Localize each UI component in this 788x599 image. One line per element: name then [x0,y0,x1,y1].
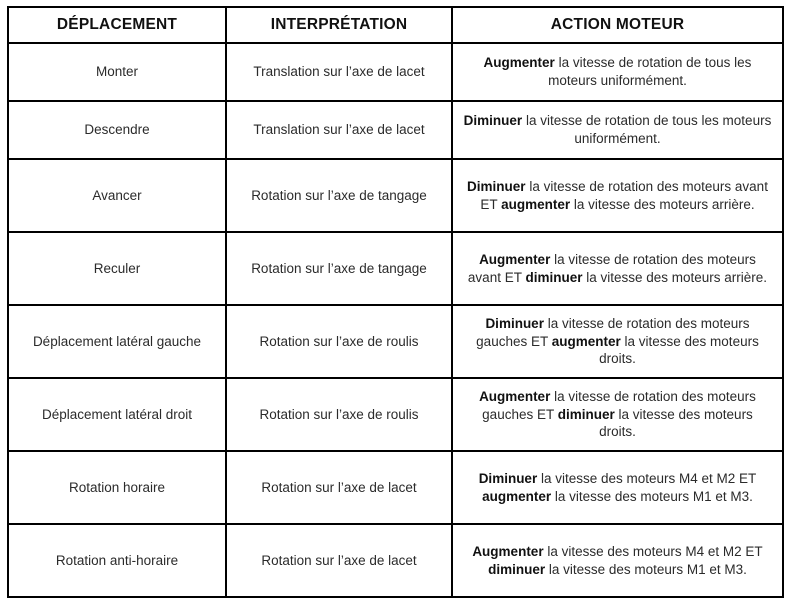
header-row [8,7,783,43]
motor-action-table [7,6,784,598]
action-cell: Diminuer la vitesse de rotation de tous les moteurs uniformément. [452,101,783,159]
table-row [8,305,783,378]
interpretation-cell: Rotation sur l’axe de tangage [226,232,452,305]
table-header [8,7,783,43]
column-header-deplacement: DÉPLACEMENT [8,7,226,43]
table-row [8,159,783,232]
deplacement-cell: Déplacement latéral gauche [8,305,226,378]
interpretation-cell: Rotation sur l’axe de tangage [226,159,452,232]
deplacement-cell: Reculer [8,232,226,305]
action-cell: Diminuer la vitesse de rotation des moteurs avant ET augmenter la vitesse des moteurs arrière. [452,159,783,232]
column-header-interpretation: INTERPRÉTATION [226,7,452,43]
deplacement-cell: Rotation anti-horaire [8,524,226,597]
interpretation-cell: Translation sur l’axe de lacet [226,101,452,159]
deplacement-cell: Monter [8,43,226,101]
table-row [8,451,783,524]
table-body [8,43,783,597]
interpretation-cell: Rotation sur l’axe de roulis [226,305,452,378]
table-row [8,524,783,597]
deplacement-cell: Rotation horaire [8,451,226,524]
table-row [8,378,783,451]
deplacement-cell: Avancer [8,159,226,232]
action-cell: Augmenter la vitesse de rotation de tous les moteurs uniformément. [452,43,783,101]
interpretation-cell: Translation sur l’axe de lacet [226,43,452,101]
action-cell: Diminuer la vitesse des moteurs M4 et M2 ET augmenter la vitesse des moteurs M1 et M3. [452,451,783,524]
table-row [8,101,783,159]
table-row [8,43,783,101]
table-row [8,232,783,305]
column-header-action-moteur: ACTION MOTEUR [452,7,783,43]
interpretation-cell: Rotation sur l’axe de roulis [226,378,452,451]
action-cell: Augmenter la vitesse des moteurs M4 et M2 ET diminuer la vitesse des moteurs M1 et M3. [452,524,783,597]
deplacement-cell: Descendre [8,101,226,159]
interpretation-cell: Rotation sur l’axe de lacet [226,451,452,524]
interpretation-cell: Rotation sur l’axe de lacet [226,524,452,597]
action-cell: Augmenter la vitesse de rotation des moteurs gauches ET diminuer la vitesse des moteurs droits. [452,378,783,451]
action-cell: Diminuer la vitesse de rotation des moteurs gauches ET augmenter la vitesse des moteurs droits. [452,305,783,378]
deplacement-cell: Déplacement latéral droit [8,378,226,451]
action-cell: Augmenter la vitesse de rotation des moteurs avant ET diminuer la vitesse des moteurs arrière. [452,232,783,305]
